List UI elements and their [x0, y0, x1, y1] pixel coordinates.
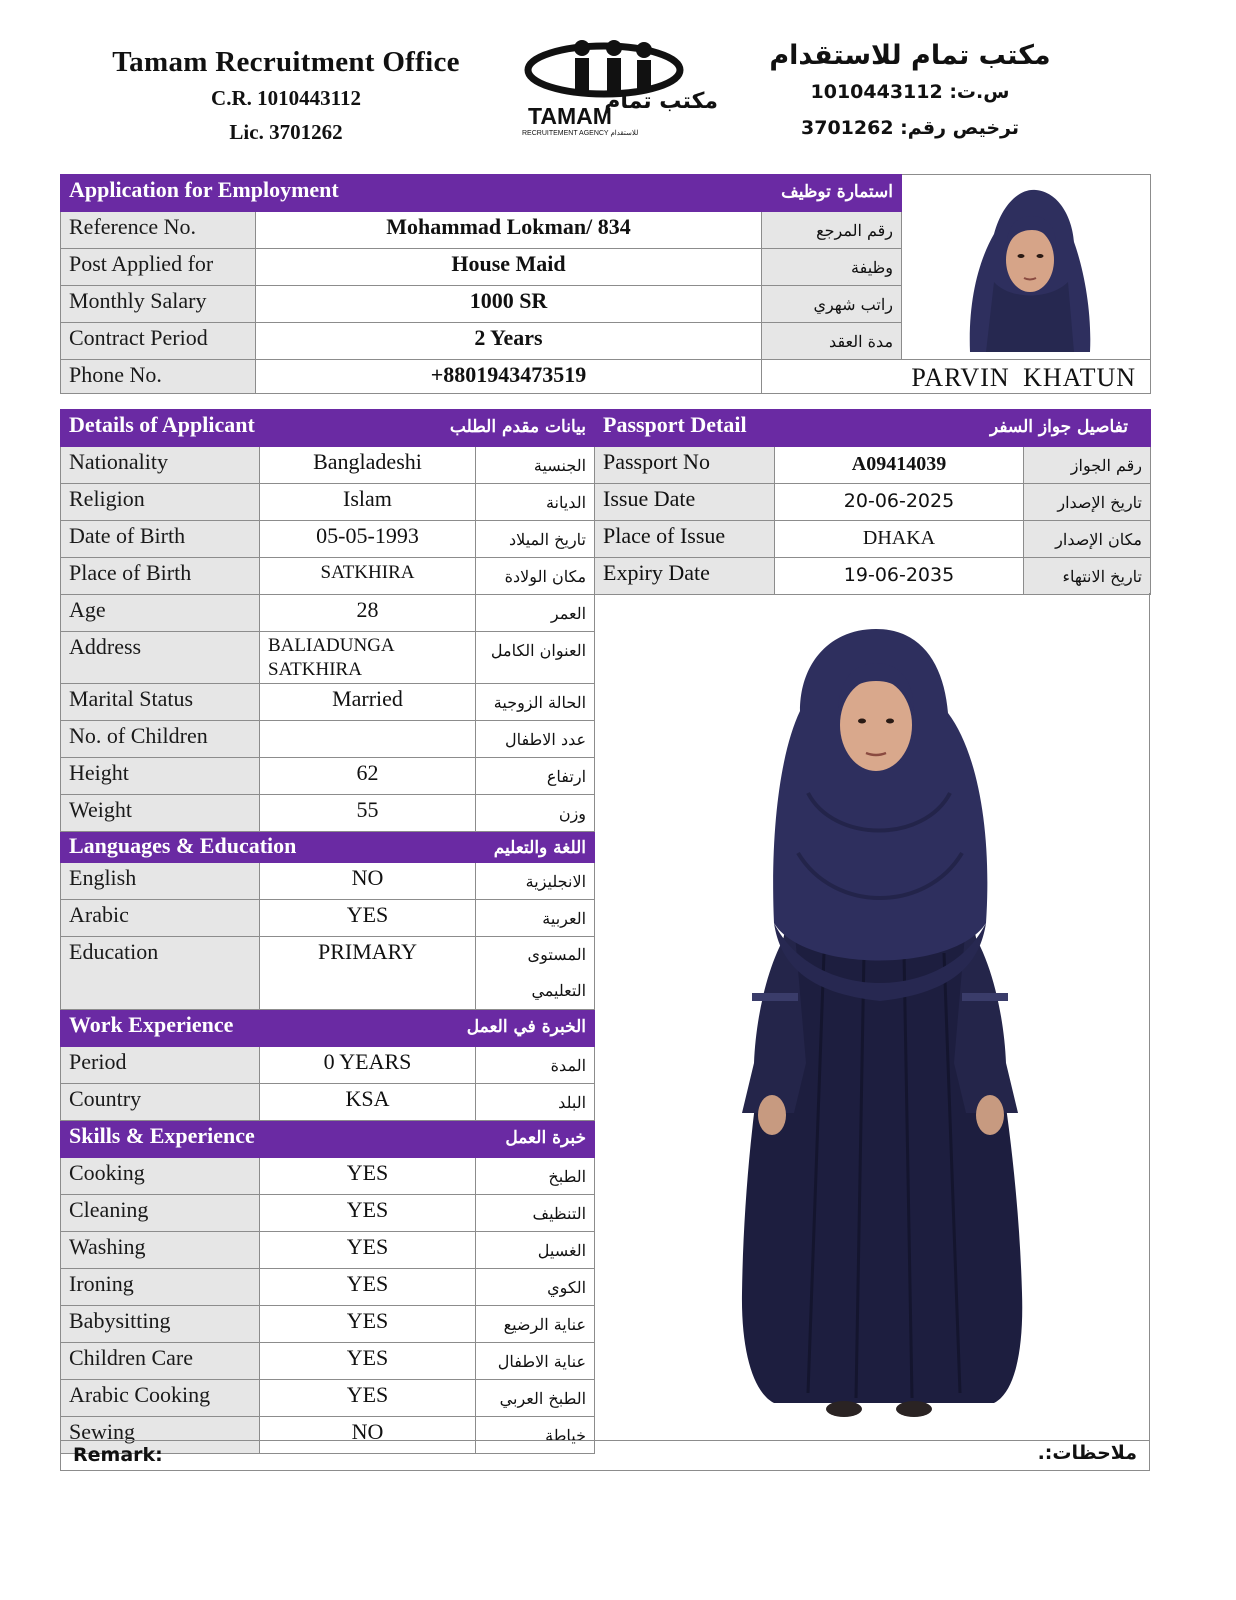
passport-no-label: Passport No [595, 447, 775, 484]
washing-value: YES [260, 1232, 476, 1269]
english-value: NO [260, 863, 476, 900]
reference-label-ar: رقم المرجع [762, 212, 902, 249]
passport-header-ar: تفاصيل جواز السفر [989, 417, 1128, 437]
weight-label-ar: وزن [476, 795, 595, 832]
passport-header [595, 410, 1151, 447]
issue-date-label: Issue Date [595, 484, 775, 521]
babysitting-label-ar: عناية الرضيع [476, 1306, 595, 1343]
nationality-label: Nationality [61, 447, 260, 484]
babysitting-row [61, 1306, 595, 1343]
country-label-ar: البلد [476, 1084, 595, 1121]
ironing-label: Ironing [61, 1269, 260, 1306]
expiry-date-value: 19-06-2035 [775, 558, 1024, 595]
period-row [61, 1047, 595, 1084]
address-line-2: SATKHIRA [268, 659, 362, 680]
pob-value: SATKHIRA [260, 558, 476, 595]
post-value: House Maid [256, 249, 762, 286]
address-label-ar: العنوان الكامل [476, 632, 595, 684]
remark-label: Remark: [73, 1444, 163, 1466]
place-of-issue-label: Place of Issue [595, 521, 775, 558]
languages-header-ar: اللغة والتعليم [493, 838, 587, 858]
height-row [61, 758, 595, 795]
phone-label: Phone No. [61, 360, 256, 394]
children-row [61, 721, 595, 758]
age-label-ar: العمر [476, 595, 595, 632]
children-care-label: Children Care [61, 1343, 260, 1380]
cooking-value: YES [260, 1158, 476, 1195]
arabic-row [61, 900, 595, 937]
applicant-full-length-photo [594, 593, 1150, 1440]
pob-label: Place of Birth [61, 558, 260, 595]
children-care-row [61, 1343, 595, 1380]
education-label-ar-line-1: المستوى [527, 945, 587, 964]
cleaning-value: YES [260, 1195, 476, 1232]
sewing-label: Sewing [61, 1417, 260, 1454]
weight-label: Weight [61, 795, 260, 832]
english-row [61, 863, 595, 900]
sewing-label-ar: خياطة [476, 1417, 595, 1454]
cleaning-row [61, 1195, 595, 1232]
remark-row [60, 1440, 1150, 1471]
arabic-cooking-value: YES [260, 1380, 476, 1417]
country-label: Country [61, 1084, 260, 1121]
dob-label-ar: تاريخ الميلاد [476, 521, 595, 558]
cooking-label: Cooking [61, 1158, 260, 1195]
dob-row [61, 521, 595, 558]
work-header-en: Work Experience [69, 1012, 234, 1037]
arabic-label-ar: العربية [476, 900, 595, 937]
portrait-photo-cell [902, 175, 1151, 360]
license-number-en: Lic. 3701262 [229, 120, 343, 144]
salary-label: Monthly Salary [61, 286, 256, 323]
remark-label-ar: ملاحظات:. [1037, 1442, 1137, 1464]
passport-table [594, 409, 1151, 595]
address-label: Address [61, 632, 260, 684]
education-value: PRIMARY [260, 937, 476, 1010]
ironing-value: YES [260, 1269, 476, 1306]
education-label-ar-line-2: التعليمي [531, 981, 587, 1000]
education-label-ar [476, 937, 595, 1010]
expiry-date-row [595, 558, 1151, 595]
period-label-ar: المدة [476, 1047, 595, 1084]
children-value [260, 721, 476, 758]
passport-no-value: A09414039 [775, 447, 1024, 484]
cooking-row [61, 1158, 595, 1195]
babysitting-label: Babysitting [61, 1306, 260, 1343]
address-row [61, 632, 595, 684]
country-row [61, 1084, 595, 1121]
logo-subtext: RECRUITEMENT AGENCY للاستقدام [522, 130, 639, 137]
details-table [60, 409, 595, 1454]
skills-header-ar: خبرة العمل [505, 1128, 587, 1148]
children-label: No. of Children [61, 721, 260, 758]
details-header-en: Details of Applicant [69, 412, 255, 437]
marital-value: Married [260, 684, 476, 721]
salary-label-ar: راتب شهري [762, 286, 902, 323]
cr-number-en: C.R. 1010443112 [211, 86, 361, 110]
cleaning-label-ar: التنظيف [476, 1195, 595, 1232]
application-header-ar: استمارة توظيف [781, 182, 894, 202]
religion-row [61, 484, 595, 521]
phone-value: +8801943473519 [256, 360, 762, 394]
english-label-ar: الانجليزية [476, 863, 595, 900]
phone-row [61, 360, 1151, 394]
logo-text-en: TAMAM [528, 103, 612, 129]
place-of-issue-value: DHAKA [775, 521, 1024, 558]
dob-value: 05-05-1993 [260, 521, 476, 558]
expiry-date-label-ar: تاريخ الانتهاء [1024, 558, 1151, 595]
religion-label: Religion [61, 484, 260, 521]
contract-value: 2 Years [256, 323, 762, 360]
washing-label: Washing [61, 1232, 260, 1269]
salary-value: 1000 SR [256, 286, 762, 323]
skills-header [61, 1121, 595, 1158]
arabic-cooking-label: Arabic Cooking [61, 1380, 260, 1417]
arabic-cooking-label-ar: الطبخ العربي [476, 1380, 595, 1417]
children-care-label-ar: عناية الاطفال [476, 1343, 595, 1380]
letterhead-arabic [760, 40, 1060, 143]
license-number-ar: ترخيص رقم: 3701262 [801, 117, 1019, 139]
education-label: Education [61, 937, 260, 1010]
ironing-row [61, 1269, 595, 1306]
place-of-issue-row [595, 521, 1151, 558]
issue-date-value: 20-06-2025 [775, 484, 1024, 521]
age-label: Age [61, 595, 260, 632]
issue-date-label-ar: تاريخ الإصدار [1024, 484, 1151, 521]
cleaning-label: Cleaning [61, 1195, 260, 1232]
education-row [61, 937, 595, 1010]
passport-no-label-ar: رقم الجواز [1024, 447, 1151, 484]
post-label-ar: وظيفة [762, 249, 902, 286]
application-header [61, 175, 1151, 212]
sewing-value: NO [260, 1417, 476, 1454]
weight-value: 55 [260, 795, 476, 832]
expiry-date-label: Expiry Date [595, 558, 775, 595]
arabic-value: YES [260, 900, 476, 937]
cooking-label-ar: الطبخ [476, 1158, 595, 1195]
post-label: Post Applied for [61, 249, 256, 286]
work-header [61, 1010, 595, 1047]
height-value: 62 [260, 758, 476, 795]
work-header-ar: الخبرة في العمل [466, 1017, 587, 1037]
nationality-value: Bangladeshi [260, 447, 476, 484]
company-logo [522, 38, 732, 138]
office-name-ar: مكتب تمام للاستقدام [769, 40, 1051, 71]
marital-label-ar: الحالة الزوجية [476, 684, 595, 721]
nationality-row [61, 447, 595, 484]
letterhead-english [96, 46, 476, 147]
application-table [60, 174, 1151, 394]
country-value: KSA [260, 1084, 476, 1121]
reference-value: Mohammad Lokman/ 834 [256, 212, 762, 249]
languages-header [61, 832, 595, 863]
place-of-issue-label-ar: مكان الإصدار [1024, 521, 1151, 558]
period-label: Period [61, 1047, 260, 1084]
marital-label: Marital Status [61, 684, 260, 721]
full-length-photo-area [594, 593, 1150, 1440]
pob-label-ar: مكان الولادة [476, 558, 595, 595]
weight-row [61, 795, 595, 832]
address-value [260, 632, 476, 684]
religion-value: Islam [260, 484, 476, 521]
contract-label-ar: مدة العقد [762, 323, 902, 360]
applicant-portrait-photo [950, 182, 1102, 352]
pob-row [61, 558, 595, 595]
washing-row [61, 1232, 595, 1269]
period-value: 0 YEARS [260, 1047, 476, 1084]
applicant-name: PARVIN KHATUN [762, 360, 1151, 394]
reference-label: Reference No. [61, 212, 256, 249]
ironing-label-ar: الكوي [476, 1269, 595, 1306]
height-label: Height [61, 758, 260, 795]
address-line-1: BALIADUNGA [268, 635, 395, 656]
babysitting-value: YES [260, 1306, 476, 1343]
height-label-ar: ارتفاع [476, 758, 595, 795]
logo-text-ar: مكتب تمام [604, 89, 718, 114]
arabic-cooking-row [61, 1380, 595, 1417]
application-header-en: Application for Employment [69, 177, 339, 202]
contract-label: Contract Period [61, 323, 256, 360]
languages-header-en: Languages & Education [69, 833, 297, 858]
passport-header-en: Passport Detail [603, 412, 747, 437]
dob-label: Date of Birth [61, 521, 260, 558]
english-label: English [61, 863, 260, 900]
cr-number-ar: س.ت: 1010443112 [810, 81, 1010, 103]
nationality-label-ar: الجنسية [476, 447, 595, 484]
age-row [61, 595, 595, 632]
marital-row [61, 684, 595, 721]
religion-label-ar: الديانة [476, 484, 595, 521]
age-value: 28 [260, 595, 476, 632]
washing-label-ar: الغسيل [476, 1232, 595, 1269]
issue-date-row [595, 484, 1151, 521]
children-label-ar: عدد الاطفال [476, 721, 595, 758]
details-header-ar: بيانات مقدم الطلب [449, 417, 587, 437]
skills-header-en: Skills & Experience [69, 1123, 255, 1148]
children-care-value: YES [260, 1343, 476, 1380]
office-name-en: Tamam Recruitment Office [112, 46, 460, 78]
details-header [61, 410, 595, 447]
passport-no-row [595, 447, 1151, 484]
arabic-label: Arabic [61, 900, 260, 937]
